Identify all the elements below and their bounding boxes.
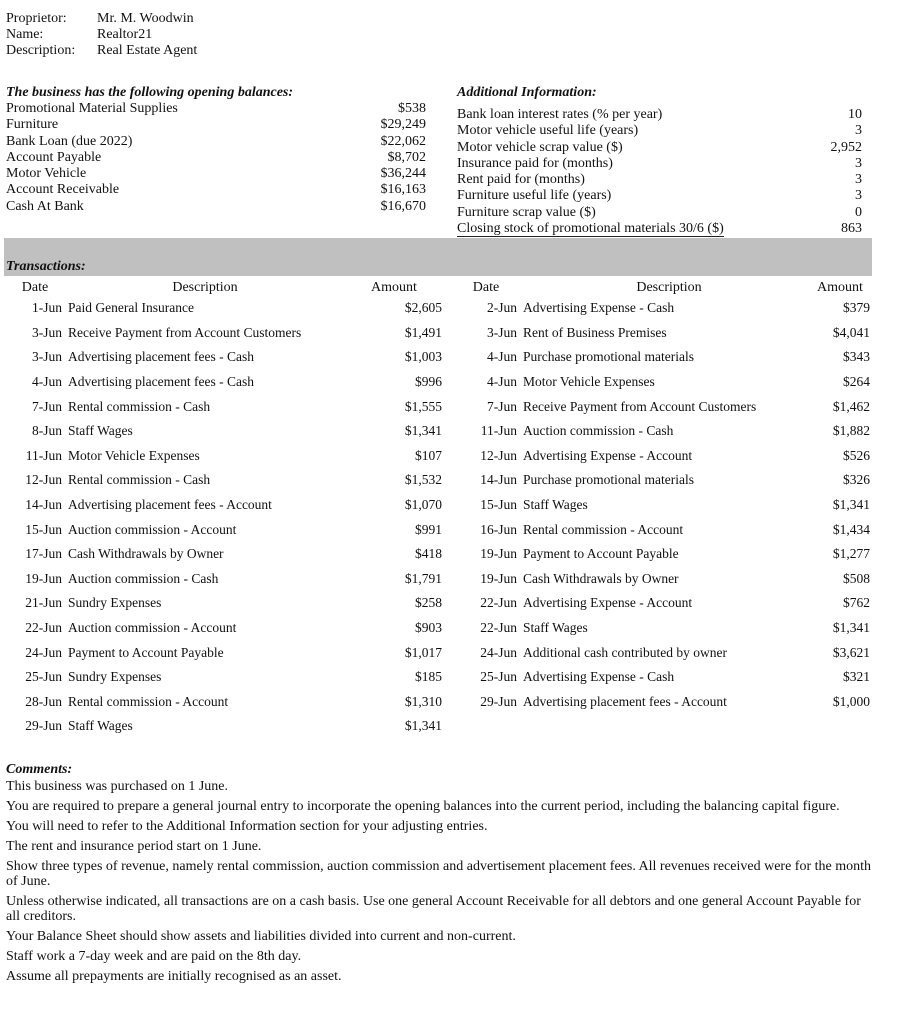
list-item: Motor Vehicle $36,244 — [6, 166, 426, 182]
table-row: 8-Jun Staff Wages $1,341 — [32, 423, 442, 439]
comment-item: Your Balance Sheet should show assets and liabilities divided into current and non-current. — [6, 929, 516, 944]
table-row: 11-Jun Motor Vehicle Expenses $107 — [25, 447, 442, 463]
transactions-title: Transactions: — [6, 259, 86, 274]
table-row: 2-Jun Advertising Expense - Cash $379 — [487, 300, 870, 316]
opening-balances-title: The business has the following opening balances: — [6, 85, 294, 100]
proprietor-value: Mr. M. Woodwin — [97, 11, 194, 26]
comment-item: You are required to prepare a general journal entry to incorporate the opening balances into the current period, including the balancing capital figure. — [6, 799, 840, 814]
table-row: 22-Jun Auction commission - Account $903 — [25, 620, 442, 636]
list-item: Account Payable $8,702 — [6, 149, 426, 165]
list-item: Motor vehicle scrap value ($) 2,952 — [457, 139, 862, 155]
list-item: Cash At Bank $16,670 — [6, 198, 426, 214]
table-row: 16-Jun Rental commission - Account $1,434 — [480, 521, 870, 537]
list-item: Furniture $29,249 — [6, 117, 426, 133]
transactions-banner — [4, 238, 872, 276]
list-item: Motor vehicle useful life (years) 3 — [457, 123, 862, 139]
table-row: 3-Jun Receive Payment from Account Customers $1,491 — [32, 324, 442, 340]
table-row: 29-Jun Staff Wages $1,341 — [25, 718, 442, 734]
list-item: Account Receivable $16,163 — [6, 182, 426, 198]
description-value: Real Estate Agent — [97, 43, 198, 58]
name-value: Realtor21 — [97, 27, 153, 42]
comments-title: Comments: — [6, 762, 73, 777]
table-row: 15-Jun Staff Wages $1,341 — [480, 497, 870, 513]
table-row: 19-Jun Auction commission - Cash $1,791 — [25, 570, 442, 586]
left-description-header: Description — [172, 280, 238, 295]
table-row: 29-Jun Advertising placement fees - Account $1,000 — [480, 693, 870, 709]
description-label: Description: — [6, 43, 76, 58]
table-row: 4-Jun Advertising placement fees - Cash $996 — [32, 374, 442, 390]
table-row: 11-Jun Auction commission - Cash $1,882 — [480, 423, 870, 439]
right-amount-header: Amount — [817, 280, 863, 295]
table-row: 17-Jun Cash Withdrawals by Owner $418 — [25, 546, 442, 562]
list-item: Promotional Material Supplies $538 — [6, 101, 426, 116]
table-row: 14-Jun Advertising placement fees - Account $1,070 — [25, 497, 442, 513]
table-row: 24-Jun Additional cash contributed by owner $3,621 — [480, 644, 870, 660]
table-row: 15-Jun Auction commission - Account $991 — [25, 521, 442, 537]
table-row: 28-Jun Rental commission - Account $1,310 — [25, 693, 442, 709]
opening-balances-list — [6, 101, 426, 215]
table-row: 19-Jun Cash Withdrawals by Owner $508 — [480, 570, 870, 586]
table-row: 25-Jun Sundry Expenses $185 — [25, 669, 442, 685]
comment-item: The rent and insurance period start on 1 June. — [6, 839, 262, 854]
table-row: 4-Jun Purchase promotional materials $343 — [487, 349, 870, 365]
comments-section — [6, 762, 876, 989]
table-row: 4-Jun Motor Vehicle Expenses $264 — [487, 374, 870, 390]
right-description-header: Description — [636, 280, 702, 295]
table-row: 12-Jun Advertising Expense - Account $526 — [480, 447, 870, 463]
additional-info-list — [457, 107, 862, 237]
table-row: 12-Jun Rental commission - Cash $1,532 — [25, 472, 442, 488]
table-row: 21-Jun Sundry Expenses $258 — [25, 595, 442, 611]
table-row: 3-Jun Advertising placement fees - Cash $1,003 — [32, 349, 442, 365]
comment-item: You will need to refer to the Additional Information section for your adjusting entries. — [6, 819, 488, 834]
table-row: 14-Jun Purchase promotional materials $326 — [480, 472, 870, 488]
list-item: Bank Loan (due 2022) $22,062 — [6, 133, 426, 149]
list-item: Closing stock of promotional materials 30/6 ($) 863 — [457, 221, 862, 237]
additional-info-title: Additional Information: — [457, 85, 597, 100]
list-item: Bank loan interest rates (% per year) 10 — [457, 107, 862, 122]
right-date-header: Date — [472, 280, 500, 295]
transactions-left — [6, 296, 442, 739]
name-label: Name: — [6, 27, 44, 42]
comment-item: Staff work a 7-day week and are paid on the 8th day. — [6, 949, 302, 964]
comment-item: This business was purchased on 1 June. — [6, 779, 229, 794]
list-item: Insurance paid for (months) 3 — [457, 155, 862, 171]
table-row: 7-Jun Rental commission - Cash $1,555 — [32, 398, 442, 414]
table-row: 19-Jun Payment to Account Payable $1,277 — [480, 546, 870, 562]
table-row: 25-Jun Advertising Expense - Cash $321 — [480, 669, 870, 685]
list-item: Furniture useful life (years) 3 — [457, 188, 862, 204]
table-row: 3-Jun Rent of Business Premises $4,041 — [487, 324, 870, 340]
table-row: 22-Jun Staff Wages $1,341 — [480, 620, 870, 636]
table-row: 24-Jun Payment to Account Payable $1,017 — [25, 644, 442, 660]
list-item: Furniture scrap value ($) 0 — [457, 204, 862, 220]
comment-item: Assume all prepayments are initially recognised as an asset. — [6, 969, 342, 984]
transactions-right — [461, 296, 870, 714]
left-amount-header: Amount — [371, 280, 417, 295]
table-row: 7-Jun Receive Payment from Account Customers $1,462 — [487, 398, 870, 414]
list-item: Rent paid for (months) 3 — [457, 172, 862, 188]
table-row: 22-Jun Advertising Expense - Account $762 — [480, 595, 870, 611]
table-row: 1-Jun Paid General Insurance $2,605 — [32, 300, 442, 316]
comment-item: Show three types of revenue, namely rental commission, auction commission and advertisement placement fees. All revenues received were for the month of June. — [6, 859, 871, 889]
proprietor-label: Proprietor: — [6, 11, 67, 26]
comment-item: Unless otherwise indicated, all transactions are on a cash basis. Use one general Account Receivable for all debtors and one general Account Payable for all creditors. — [6, 894, 861, 924]
left-date-header: Date — [21, 280, 49, 295]
